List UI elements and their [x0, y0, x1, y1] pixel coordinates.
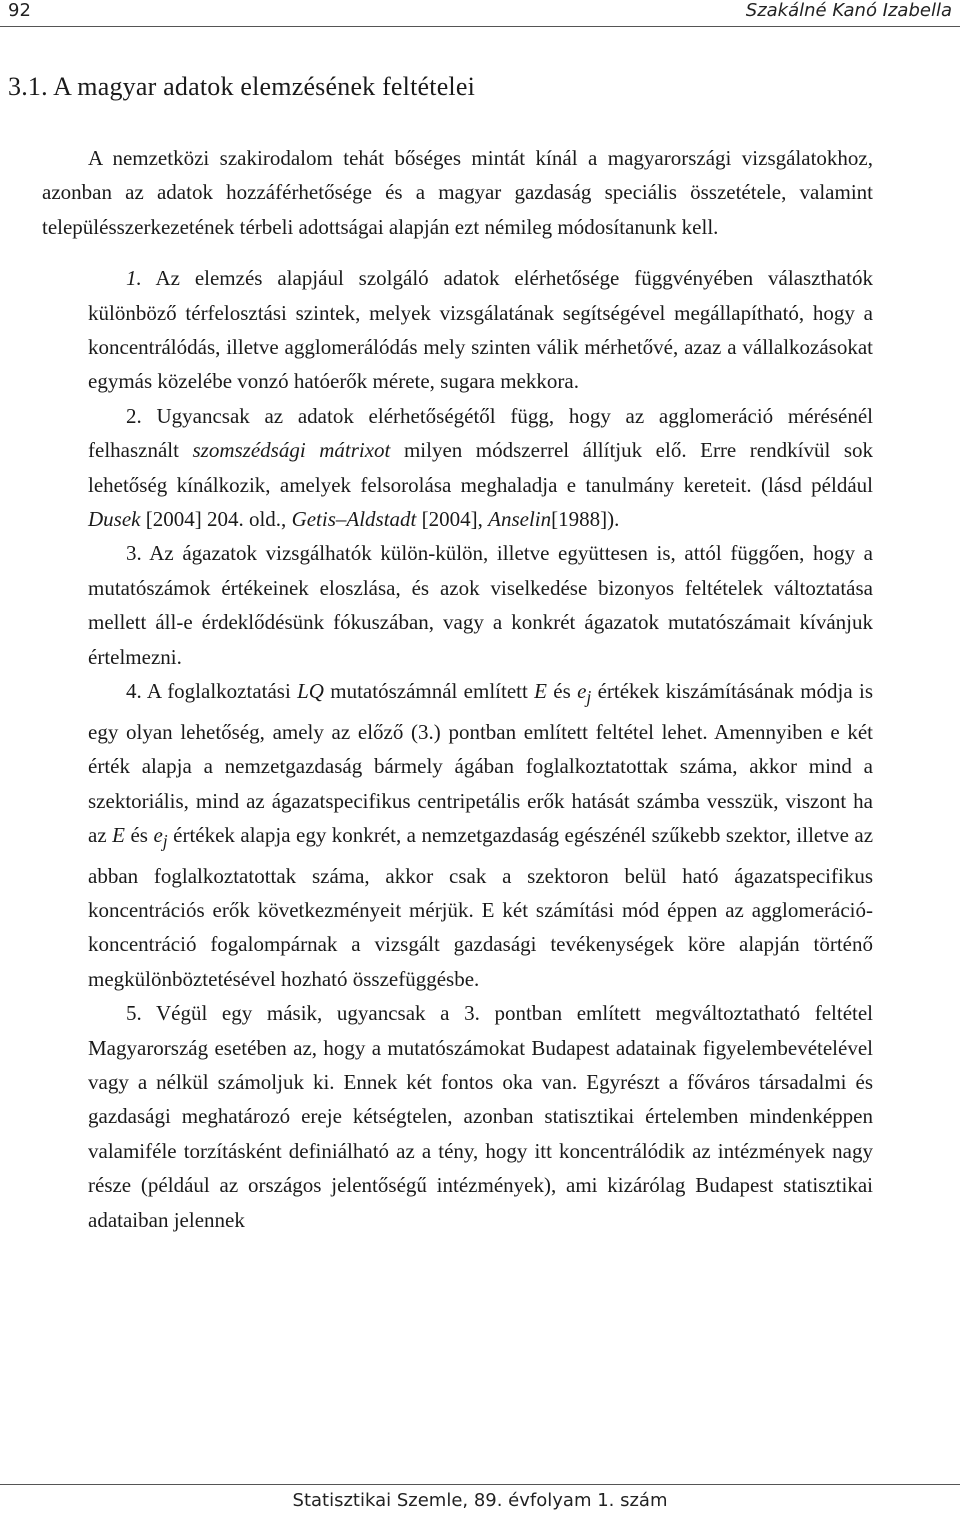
- intro-text: A nemzetközi szakirodalom tehát bőséges mintát kínál a magyarországi vizsgálatokhoz, azonban az adatok hozzáférhetősége és a magyar gazdaság speciális összetétele, valamint településszerkezetének térbeli adottságai alapján ezt némileg módosítanunk kell.: [42, 146, 873, 239]
- point-4-text-e: és: [130, 822, 148, 847]
- point-2-em-d: Anselin: [488, 507, 552, 532]
- page-number: 92: [8, 0, 31, 21]
- point-4-number: 4.: [126, 679, 142, 704]
- point-2-em-a: szomszédsági mátrixot: [192, 438, 391, 463]
- point-5: [88, 996, 873, 1237]
- body-text: [42, 141, 874, 1237]
- point-4-em-e1: E: [534, 679, 547, 704]
- intro-paragraph: [42, 141, 873, 244]
- point-4-text-f: értékek alapja egy konkrét, a nemzetgazdaság egészénél szűkebb szektor, illetve az abban foglalkoztatottak száma, akkor csak a szektoron belül ható ágazatspecifikus koncentrációs erők következményeit mérjük. E két számítási mód éppen az agglomeráció-koncentráció fogalompárnak a vizsgált gazdasági tevékenységek köre alapján történő megkülönböztetésével hozható összefüggésbe.: [88, 822, 874, 991]
- point-1-number: 1.: [126, 266, 142, 291]
- point-4-em-lq: LQ: [297, 679, 324, 704]
- point-2-text-e: [1988]).: [551, 507, 620, 532]
- point-4-text-c: és: [553, 679, 571, 704]
- point-4-em-e2: E: [112, 822, 125, 847]
- point-5-number: 5.: [126, 1001, 142, 1026]
- point-4-em-ej1: e: [577, 679, 587, 704]
- point-3-text: Az ágazatok vizsgálhatók külön-külön, illetve együttesen is, attól függően, hogy a mutatószámok értékeinek eloszlása, és azok viselkedése bizonyos feltételek változtatása mellett áll-e érdeklődésünk fókuszában, vagy a konkrét ágazatok mutatószámait kívánjuk értelmezni.: [88, 541, 874, 669]
- running-author: Szakálné Kanó Izabella: [745, 0, 952, 21]
- section-title: 3.1. A magyar adatok elemzésének feltételei: [8, 72, 476, 101]
- point-3-number: 3.: [126, 541, 142, 566]
- point-3: [88, 536, 873, 674]
- point-4-text-b: mutatószámnál említett: [330, 679, 528, 704]
- point-2-text-a: Ugyancsak az adatok elérhetőségétől függ, hogy az agglomeráció mérésénél felhasznált: [88, 403, 873, 463]
- point-2: [88, 399, 873, 537]
- point-2-em-c: Getis–Aldstadt: [291, 507, 417, 532]
- point-2-number: 2.: [126, 403, 142, 428]
- point-2-text-c: [2004] 204. old.,: [145, 507, 287, 532]
- point-5-text: Végül egy másik, ugyancsak a 3. pontban említett megváltoztatható feltétel Magyarország esetében az, hogy a mutatószámokat Budapest adatainak figyelembevételével vagy a nélkül számoljuk ki. Ennek két fontos oka van. Egyrészt a főváros társadalmi és gazdasági meghatározó ereje kétségtelen, azonban statisztikai értelemben mindenképpen valamiféle torzításként definiálható az a tény, hogy itt koncentrálódik az intézmények nagy része (például az országos jelentőségű intézmények), ami kizárólag Budapest statisztikai adataiban jelennek: [88, 1001, 874, 1232]
- point-4-text-d: értékek kiszámításának módja is egy olyan lehetőség, amely az előző (3.) pontban említett feltétel lehet. Amennyiben e két érték alapja a nemzetgazdaság bármely ágában foglalkoztatottak száma, akkor mind a szektoriális, mind az ágazatspecifikus centripetális erők hatását számba vesszük, viszont ha az: [88, 679, 874, 847]
- point-1: [88, 261, 873, 399]
- page-footer: [0, 1484, 960, 1521]
- journal-name: Statisztikai Szemle, 89. évfolyam 1. szám: [292, 1490, 668, 1511]
- point-1-text: Az elemzés alapjául szolgáló adatok elérhetősége függvényében választhatók különböző térfelosztási szintek, melyek vizsgálatának segítségével megállapítható, hogy a koncentrálódás, illetve agglomerálódás mely szinten válik mérhetővé, azaz a vállalkozásokat egymás közelébe vonzó hatóerők mérete, sugara mekkora.: [88, 266, 873, 394]
- point-4: [88, 674, 873, 996]
- point-4-text-a: A foglalkoztatási: [146, 679, 291, 704]
- point-2-em-b: Dusek: [88, 507, 141, 532]
- point-4-sub-j1: j: [586, 687, 592, 708]
- point-2-text-b: milyen módszerrel állítjuk elő. Erre rendkívül sok lehetőség kínálkozik, amelyek felsorolása meghaladja e tanulmány kereteit. (lásd például: [88, 438, 873, 497]
- point-4-sub-j2: j: [162, 831, 168, 852]
- paragraph-gap: [88, 244, 873, 261]
- point-2-text-d: [2004],: [421, 507, 483, 532]
- page-header: [0, 0, 960, 27]
- point-4-em-ej2: e: [153, 822, 163, 847]
